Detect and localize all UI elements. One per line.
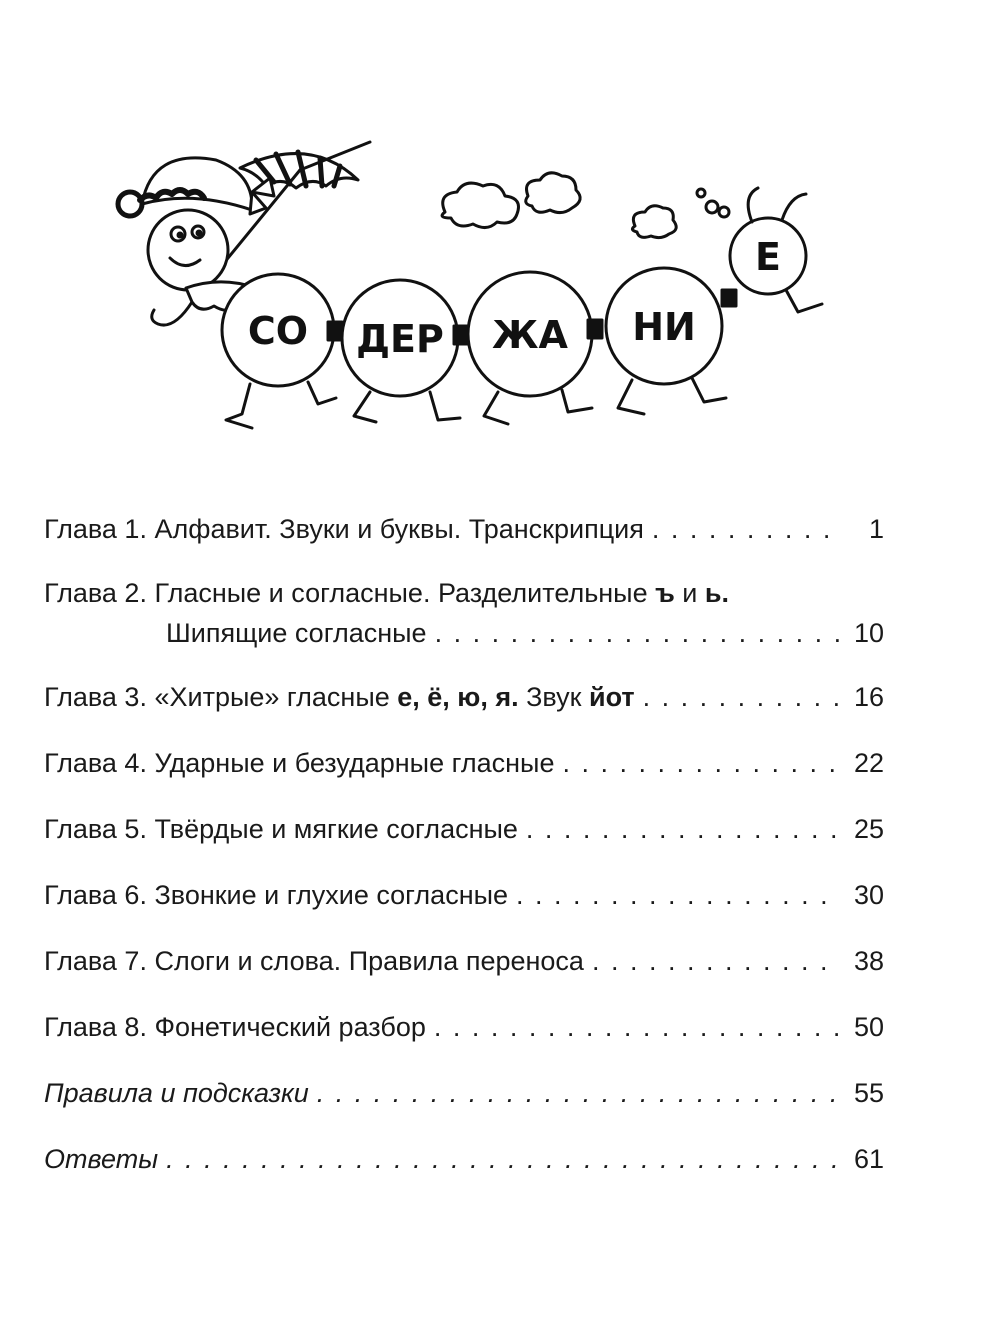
chapter-number: Глава 4. xyxy=(44,748,147,778)
dot-leader xyxy=(643,680,840,714)
toc-entry[interactable] xyxy=(44,746,884,780)
chapter-number: Глава 5. xyxy=(44,814,147,844)
chapter-number: Глава 3. xyxy=(44,682,147,712)
chapter-title: «Хитрые» гласные е, ё, ю, я. Звук йот xyxy=(154,682,635,712)
dot-leader xyxy=(592,944,840,978)
toc-entry[interactable] xyxy=(44,878,884,912)
chapter-title: Ударные и безударные гласные xyxy=(154,748,555,778)
toc-entry[interactable] xyxy=(44,1010,884,1044)
chapter-number: Глава 2. xyxy=(44,578,147,608)
toc-entry[interactable] xyxy=(44,680,884,714)
caterpillar-illustration xyxy=(100,130,840,450)
table-of-contents xyxy=(44,512,884,1176)
chapter-number: Глава 1. xyxy=(44,514,147,544)
toc-entry[interactable] xyxy=(44,812,884,846)
ball-letter: Е xyxy=(755,235,781,279)
chapter-number: Глава 8. xyxy=(44,1012,147,1042)
chapter-title-continued: Шипящие согласные xyxy=(166,618,427,648)
section-title: Правила и подсказки xyxy=(44,1078,309,1108)
dot-leader xyxy=(652,512,840,546)
toc-entry[interactable] xyxy=(44,512,884,546)
header-illustration xyxy=(100,130,840,450)
page-number: 22 xyxy=(853,748,884,778)
page-number: 10 xyxy=(853,618,884,648)
page-number: 55 xyxy=(853,1078,884,1108)
chapter-title: Гласные и согласные. Разделительные ъ и ь. xyxy=(154,578,729,608)
page-number: 61 xyxy=(853,1144,884,1174)
chapter-number: Глава 7. xyxy=(44,946,147,976)
dot-leader xyxy=(317,1076,840,1110)
chapter-title: Твёрдые и мягкие согласные xyxy=(154,814,518,844)
dot-leader xyxy=(562,746,840,780)
toc-entry[interactable] xyxy=(44,1142,884,1176)
page-number: 16 xyxy=(853,682,884,712)
chapter-title: Слоги и слова. Правила переноса xyxy=(154,946,584,976)
page-number: 38 xyxy=(853,946,884,976)
ball-letter: ДЕР xyxy=(356,317,444,361)
dot-leader xyxy=(435,616,840,650)
ball-letter: СО xyxy=(247,309,309,353)
ball-letter: НИ xyxy=(632,305,696,349)
chapter-title: Фонетический разбор xyxy=(154,1012,426,1042)
toc-entry[interactable] xyxy=(44,1076,884,1110)
page-number: 50 xyxy=(853,1012,884,1042)
page-number: 25 xyxy=(853,814,884,844)
dot-leader xyxy=(526,812,840,846)
chapter-number: Глава 6. xyxy=(44,880,147,910)
toc-entry[interactable] xyxy=(44,944,884,978)
chapter-title: Звонкие и глухие согласные xyxy=(154,880,509,910)
chapter-title: Алфавит. Звуки и буквы. Транскрипция xyxy=(154,514,644,544)
dot-leader xyxy=(516,878,840,912)
page-number: 1 xyxy=(868,514,884,544)
page-number: 30 xyxy=(853,880,884,910)
dot-leader xyxy=(166,1142,840,1176)
ball-letter: ЖА xyxy=(492,313,568,357)
toc-entry[interactable] xyxy=(44,576,884,650)
section-title: Ответы xyxy=(44,1144,159,1174)
dot-leader xyxy=(434,1010,840,1044)
